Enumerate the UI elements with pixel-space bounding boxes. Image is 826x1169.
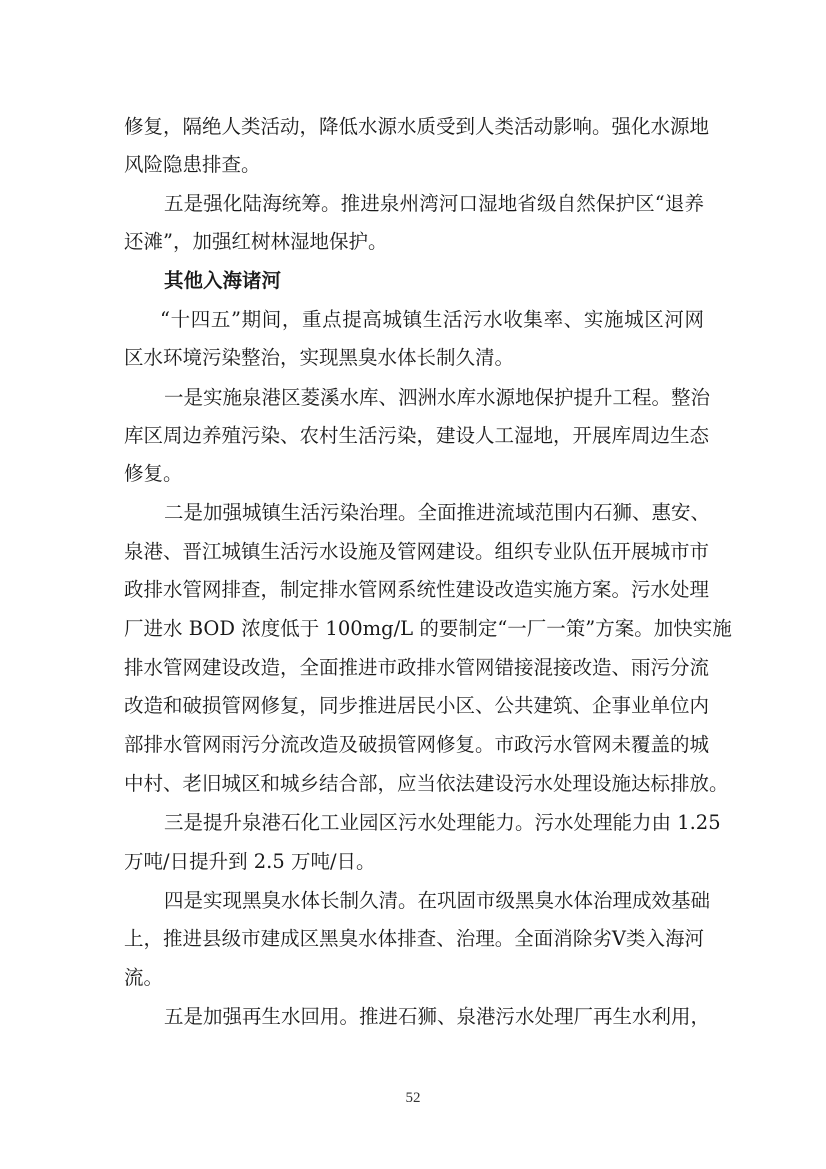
body-line-11: 泉港、晋江城镇生活污水设施及管网建设。组织专业队伍开展城市市	[124, 540, 710, 563]
body-line-3: 五是强化陆海统筹。推进泉州湾河口湿地省级自然保护区“退养	[164, 192, 704, 215]
body-line-9: 修复。	[124, 462, 183, 485]
body-line-21: 上，推进县级市建成区黑臭水体排查、治理。全面消除劣Ⅴ类入海河	[124, 927, 704, 950]
body-line-14: 排水管网建设改造，全面推进市政排水管网错接混接改造、雨污分流	[124, 656, 710, 679]
body-line-6: 区水环境污染整治，实现黑臭水体长制久清。	[124, 346, 515, 369]
body-line-5: “十四五”期间，重点提高城镇生活污水收集率、实施城区河网	[160, 308, 704, 331]
body-line-22: 流。	[124, 966, 164, 989]
body-line-13: 厂进水 BOD 浓度低于 100mg/L 的要制定“一厂一策”方案。加快实施	[124, 617, 732, 640]
body-line-18: 三是提升泉港石化工业园区污水处理能力。污水处理能力由 1.25	[164, 811, 721, 834]
body-line-17: 中村、老旧城区和城乡结合部，应当依法建设污水处理设施达标排放。	[124, 772, 729, 795]
body-line-16: 部排水管网雨污分流改造及破损管网修复。市政污水管网未覆盖的城	[124, 733, 710, 756]
body-line-19: 万吨/日提升到 2.5 万吨/日。	[124, 850, 376, 873]
body-line-4: 还滩”，加强红树林湿地保护。	[124, 230, 388, 253]
page-number: 52	[405, 1090, 421, 1106]
body-line-12: 政排水管网排查，制定排水管网系统性建设改造实施方案。污水处理	[124, 578, 710, 601]
body-line-1: 修复，隔绝人类活动，降低水源水质受到人类活动影响。强化水源地	[124, 115, 710, 138]
body-line-7: 一是实施泉港区菱溪水库、泗洲水库水源地保护提升工程。整治	[164, 386, 711, 409]
body-line-10: 二是加强城镇生活污染治理。全面推进流域范围内石狮、惠安、	[164, 501, 711, 524]
body-line-15: 改造和破损管网修复，同步推进居民小区、公共建筑、企事业单位内	[124, 694, 710, 717]
body-line-8: 库区周边养殖污染、农村生活污染，建设人工湿地，开展库周边生态	[124, 424, 710, 447]
section-heading: 其他入海诸河	[164, 269, 282, 292]
body-line-20: 四是实现黑臭水体长制久清。在巩固市级黑臭水体治理成效基础	[164, 889, 711, 912]
body-line-2: 风险隐患排查。	[124, 153, 261, 176]
body-line-23: 五是加强再生水回用。推进石狮、泉港污水处理厂再生水利用，	[164, 1005, 711, 1028]
